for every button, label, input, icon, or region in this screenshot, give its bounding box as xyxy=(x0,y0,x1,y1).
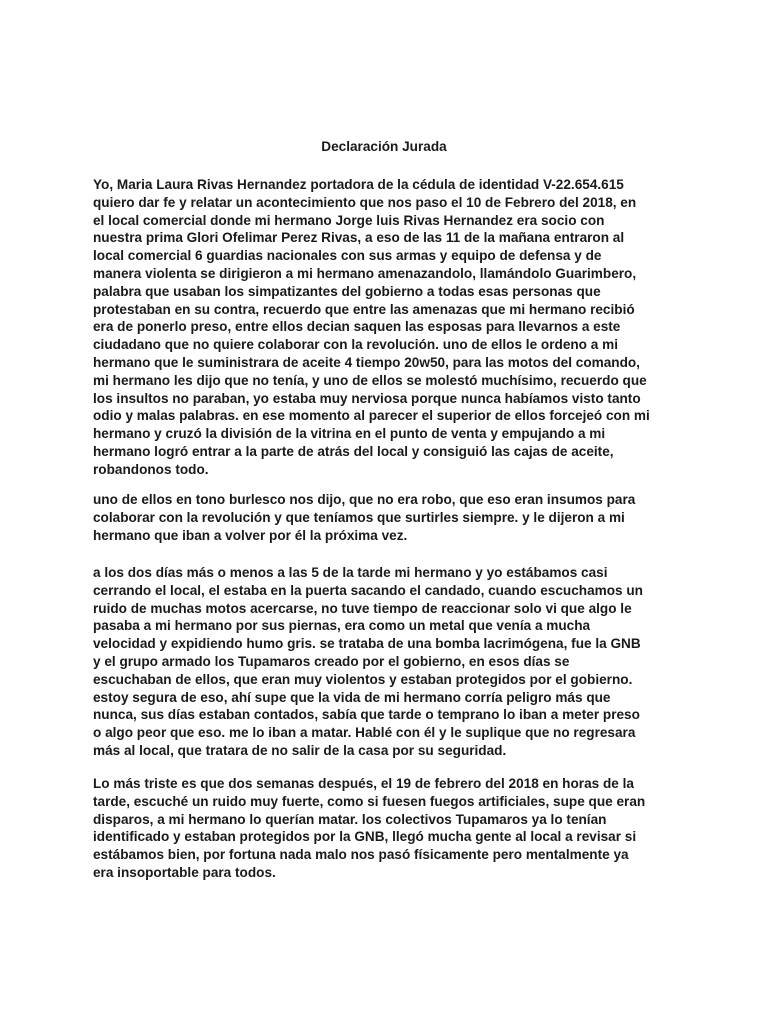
text-line: robandonos todo. xyxy=(93,461,209,477)
text-line: velocidad y expidiendo humo gris. se trataba de una bomba lacrimógena, fue la GNB xyxy=(93,636,641,652)
text-line: nunca, sus días estaban contados, sabía que tarde o temprano lo iban a meter preso xyxy=(93,707,640,723)
text-line: palabra que usaban los simpatizantes del gobierno a todas esas personas que xyxy=(93,283,601,299)
text-line: pasaba a mi hermano por sus piernas, era como un metal que venía a mucha xyxy=(93,618,591,634)
text-line: protestaban en su contra, recuerdo que entre las amenazas que mi hermano recibió xyxy=(93,301,635,317)
text-line: manera violenta se dirigieron a mi hermano amenazandolo, llamándolo Guarimbero, xyxy=(93,265,637,281)
text-line: hermano que iban a volver por él la próxima vez. xyxy=(93,527,408,543)
text-line: era insoportable para todos. xyxy=(93,864,276,880)
text-line: ciudadano que no quiere colaborar con la revolución. uno de ellos le ordeno a mi xyxy=(93,337,618,353)
text-line: mi hermano les dijo que no tenía, y uno de ellos se molestó muchísimo, recuerdo que xyxy=(93,372,647,388)
text-line: era de ponerlo preso, entre ellos decian saquen las esposas para llevarnos a este xyxy=(93,319,621,335)
text-line: el local comercial donde mi hermano Jorge luis Rivas Hernandez era socio con xyxy=(93,212,605,228)
text-line: los insultos no paraban, yo estaba muy nerviosa porque nunca habíamos visto tanto xyxy=(93,390,641,406)
text-line: o algo peor que eso. me lo iban a matar. Hablé con él y le suplique que no regresara xyxy=(93,725,636,741)
text-line: disparos, a mi hermano lo querían matar. los colectivos Tupamaros ya lo tenían xyxy=(93,811,607,827)
text-line: Yo, Maria Laura Rivas Hernandez portadora de la cédula de identidad V-22.654.615 xyxy=(93,177,624,192)
text-line: estoy segura de eso, ahí supe que la vida de mi hermano corría peligro más que xyxy=(93,689,611,705)
text-line: a los dos días más o menos a las 5 de la tarde mi hermano y yo estábamos casi xyxy=(93,565,608,580)
text-line: hermano que le suministrara de aceite 4 tiempo 20w50, para las motos del comando, xyxy=(93,354,640,370)
paragraph-1 xyxy=(93,176,683,479)
text-line: hermano y cruzó la división de la vitrina en el punto de venta y empujando a mi xyxy=(93,426,606,442)
paragraph-4 xyxy=(93,775,683,882)
text-line: nuestra prima Glori Ofelimar Perez Rivas, a eso de las 11 de la mañana entraron al xyxy=(93,230,625,246)
text-line: estábamos bien, por fortuna nada malo nos pasó físicamente pero mentalmente ya xyxy=(93,847,629,863)
text-line: odio y malas palabras. en ese momento al parecer el superior de ellos forcejeó con mi xyxy=(93,408,650,424)
text-line: identificado y estaban protegidos por la GNB, llegó mucha gente al local a revisar si xyxy=(93,829,637,845)
paragraph-3 xyxy=(93,564,683,760)
text-line: local comercial 6 guardias nacionales con sus armas y equipo de defensa y de xyxy=(93,248,602,264)
text-line: escuchaban de ellos, que eran muy violentos y estaban protegidos por el gobierno. xyxy=(93,671,633,687)
text-line: ruido de muchas motos acercarse, no tuve tiempo de reaccionar solo vi que algo le xyxy=(93,600,632,616)
text-line: colaborar con la revolución y que teníamos que surtirles siempre. y le dijeron a mi xyxy=(93,509,625,525)
text-line: Lo más triste es que dos semanas después, el 19 de febrero del 2018 en horas de la xyxy=(93,776,634,791)
document-title: Declaración Jurada xyxy=(321,139,447,154)
text-line: y el grupo armado los Tupamaros creado por el gobierno, en esos días se xyxy=(93,653,570,669)
text-line: hermano logró entrar a la parte de atrás del local y consiguió las cajas de aceite, xyxy=(93,443,614,459)
text-line: quiero dar fe y relatar un acontecimiento que nos paso el 10 de Febrero del 2018, en xyxy=(93,194,637,210)
text-line: tarde, escuché un ruido muy fuerte, como si fuesen fuegos artificiales, supe que eran xyxy=(93,793,646,809)
text-line: más al local, que tratara de no salir de la casa por su seguridad. xyxy=(93,742,507,758)
text-line: uno de ellos en tono burlesco nos dijo, que no era robo, que eso eran insumos para xyxy=(93,492,636,507)
text-line: cerrando el local, el estaba en la puerta sacando el candado, cuando escuchamos un xyxy=(93,582,643,598)
paragraph-2 xyxy=(93,491,683,544)
